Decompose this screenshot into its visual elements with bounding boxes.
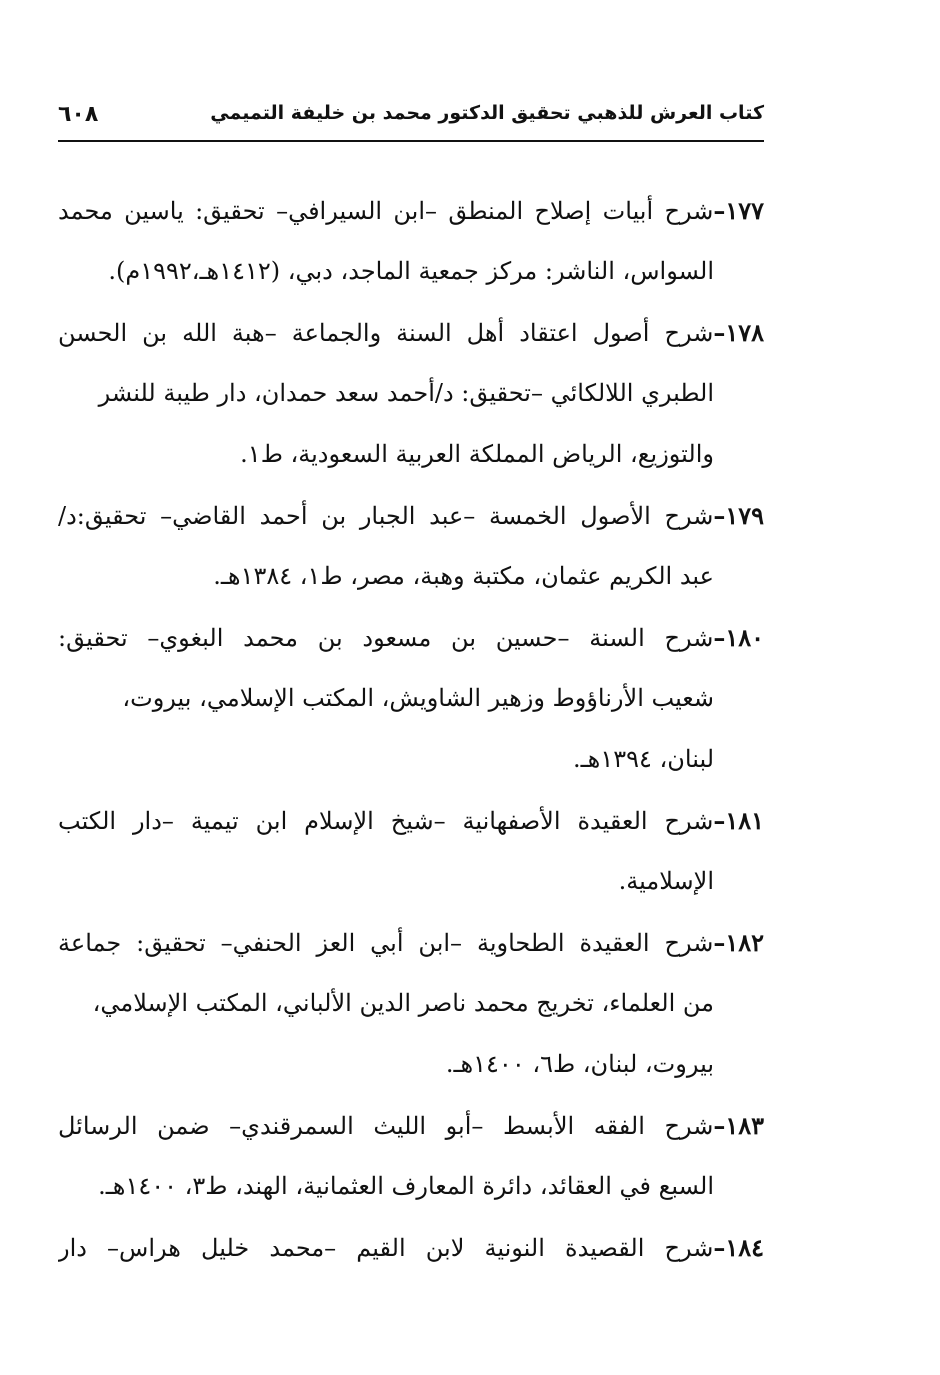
page-header <box>58 96 764 140</box>
running-title: كتاب العرش للذهبي تحقيق الدكتور محمد بن خليفة التميمي <box>210 102 764 124</box>
entry-line: شرح الأصول الخمسة –عبد الجبار بن أحمد القاضي– تحقيق:د/ <box>58 502 714 530</box>
entry-continuation-line <box>58 729 764 790</box>
entry-line: السبع في العقائد، دائرة المعارف العثمانية، الهند، ط٣، ١٤٠٠هـ. <box>98 1172 714 1200</box>
entry-continuation-line <box>58 363 764 424</box>
entry-number: ١٧٨– <box>713 318 764 347</box>
entry-line: عبد الكريم عثمان، مكتبة وهبة، مصر، ط١، ١٣٨٤هـ. <box>213 562 714 590</box>
entry-number: ١٨٠– <box>713 623 764 652</box>
entry-line: لبنان، ١٣٩٤هـ. <box>573 745 714 773</box>
entry-line: شرح العقيدة الأصفهانية –شيخ الإسلام ابن تيمية –دار الكتب <box>58 807 714 835</box>
entry-continuation-line <box>58 973 764 1034</box>
entry-continuation-line <box>58 546 764 607</box>
bibliography-entry-177 <box>58 180 764 241</box>
entry-line: الإسلامية. <box>618 867 714 895</box>
entry-line: شرح القصيدة النونية لابن القيم –محمد خليل هراس– دار <box>58 1234 714 1262</box>
bibliography-entry-181 <box>58 790 764 851</box>
bibliography-entry-180 <box>58 607 764 668</box>
entry-line: بيروت، لبنان، ط٦، ١٤٠٠هـ. <box>445 1050 714 1078</box>
entry-continuation-line <box>58 424 764 485</box>
entry-number: ١٨٢– <box>713 928 764 957</box>
entry-line: السواس، الناشر: مركز جمعية الماجد، دبي، (١٤١٢هـ،١٩٩٢م). <box>108 257 714 285</box>
bibliography-list <box>58 180 764 1278</box>
bibliography-entry-179 <box>58 485 764 546</box>
entry-line: شعيب الأرناؤوط وزهير الشاويش، المكتب الإسلامي، بيروت، <box>122 684 714 712</box>
entry-continuation-line <box>58 1156 764 1217</box>
entry-number: ١٨٤– <box>713 1233 764 1262</box>
entry-number: ١٨٣– <box>713 1111 764 1140</box>
entry-number: ١٨١– <box>713 806 764 835</box>
entry-number: ١٧٩– <box>713 501 764 530</box>
entry-continuation-line <box>58 851 764 912</box>
bibliography-entry-182 <box>58 912 764 973</box>
header-divider <box>58 140 764 142</box>
page-number: ٦٠٨ <box>58 102 99 127</box>
entry-line: من العلماء، تخريج محمد ناصر الدين الألباني، المكتب الإسلامي، <box>92 989 714 1017</box>
entry-line: شرح أبيات إصلاح المنطق –ابن السيرافي– تحقيق: ياسين محمد <box>58 197 714 225</box>
bibliography-entry-178 <box>58 302 764 363</box>
entry-continuation-line <box>58 1034 764 1095</box>
bibliography-entry-183 <box>58 1095 764 1156</box>
entry-line: شرح أصول اعتقاد أهل السنة والجماعة –هبة الله بن الحسن <box>58 319 714 347</box>
bibliography-entry-184 <box>58 1217 764 1278</box>
entry-line: والتوزيع، الرياض المملكة العربية السعودية، ط١. <box>240 440 714 468</box>
entry-number: ١٧٧– <box>713 196 764 225</box>
entry-line: شرح السنة –حسين بن مسعود بن محمد البغوي– تحقيق: <box>58 624 714 652</box>
entry-line: شرح العقيدة الطحاوية –ابن أبي العز الحنفي– تحقيق: جماعة <box>58 929 714 957</box>
entry-continuation-line <box>58 241 764 302</box>
entry-continuation-line <box>58 668 764 729</box>
entry-line: شرح الفقه الأبسط –أبو الليث السمرقندي– ضمن الرسائل <box>58 1112 714 1140</box>
entry-line: الطبري اللالكائي –تحقيق: د/أحمد سعد حمدان، دار طيبة للنشر <box>98 379 714 407</box>
